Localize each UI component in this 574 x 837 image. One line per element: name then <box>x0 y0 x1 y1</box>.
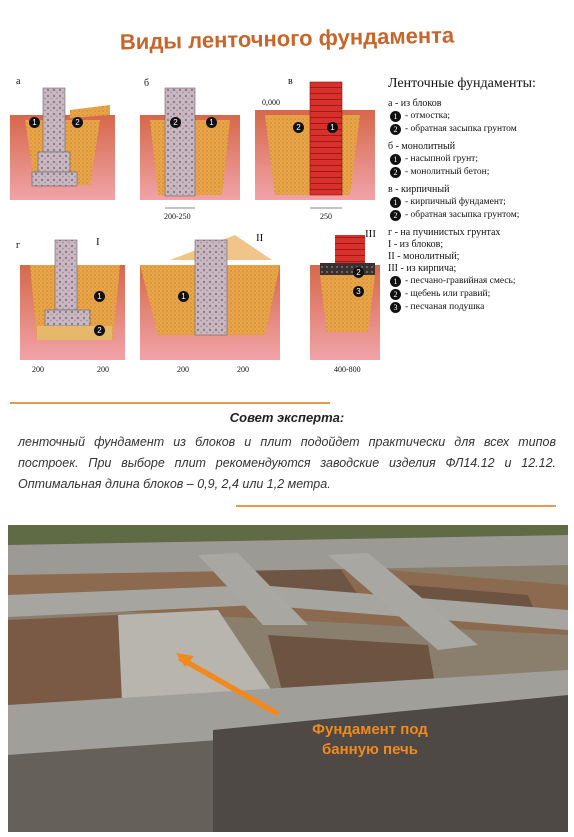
legend-number: 2 <box>390 167 401 178</box>
dim-g1-right: 200 <box>97 365 109 374</box>
legend-sub: I - из блоков; <box>388 239 444 250</box>
top-divider <box>10 402 330 404</box>
legend-number: 1 <box>390 197 401 208</box>
diagram-svg <box>10 70 380 390</box>
marker-b2: 2 <box>170 117 181 128</box>
legend-number: 1 <box>390 276 401 287</box>
marker-gI-1: 1 <box>94 291 105 302</box>
letter-b: б <box>144 78 150 89</box>
marker-a1: 1 <box>29 117 40 128</box>
foundation-photo <box>8 525 568 832</box>
letter-v: в <box>288 76 293 87</box>
legend-text: - песчано-гравийная смесь; <box>405 276 516 286</box>
legend-item <box>390 124 568 135</box>
letter-g: г <box>16 240 21 251</box>
marker-v1: 1 <box>327 122 338 133</box>
marker-II-1: 1 <box>178 291 189 302</box>
legend-item <box>390 167 568 178</box>
legend-text: - обратная засыпка грунтом <box>405 124 517 134</box>
expert-text: ленточный фундамент из блоков и плит подойдет практически для всех типов построек. При выборе плит рекомендуются заводские изделия ФЛ14.12 и 12.12. Оптимальная длина блоков – 0,9, 2,4 или 1,2 метра. <box>18 435 556 491</box>
legend-number: 2 <box>390 289 401 300</box>
marker-gI-2: 2 <box>94 325 105 336</box>
legend-number: 1 <box>390 154 401 165</box>
legend-number: 3 <box>390 302 401 313</box>
dim-g2-left: 200 <box>177 365 189 374</box>
legend-text: - монолитный бетон; <box>405 167 490 177</box>
legend-item <box>390 111 568 122</box>
dim-v: 250 <box>320 212 332 221</box>
legend-text: - песчаная подушка <box>405 302 485 312</box>
marker-III-2: 2 <box>353 267 364 278</box>
legend-text: - отмостка; <box>405 111 451 121</box>
marker-b1: 1 <box>206 117 217 128</box>
photo-caption <box>290 720 450 760</box>
legend-text: - щебень или гравий; <box>405 289 491 299</box>
legend-text: - обратная засыпка грунтом; <box>405 210 520 220</box>
dim-b: 200-250 <box>164 212 191 221</box>
expert-title: Совет эксперта: <box>229 410 345 425</box>
photo-svg <box>8 525 568 832</box>
letter-a: а <box>16 76 21 87</box>
diagram-b <box>140 88 240 208</box>
legend <box>388 76 568 315</box>
legend-text: - насыпной грунт; <box>405 154 478 164</box>
level-label: 0,000 <box>262 98 280 107</box>
legend-title: Ленточные фундаменты: <box>388 76 536 91</box>
diagram-III <box>310 235 380 360</box>
legend-head: а - из блоков <box>388 98 442 109</box>
diagram-a <box>10 88 115 200</box>
legend-number: 2 <box>390 210 401 221</box>
legend-item <box>390 302 568 313</box>
dim-g1-left: 200 <box>32 365 44 374</box>
legend-item <box>390 210 568 221</box>
legend-item <box>390 197 568 208</box>
legend-number: 1 <box>390 111 401 122</box>
legend-group-b <box>388 141 568 178</box>
bottom-divider <box>236 505 556 507</box>
legend-group-a <box>388 98 568 135</box>
roman-I: I <box>96 236 100 248</box>
dim-g3: 400-800 <box>334 365 361 374</box>
legend-group-v <box>388 184 568 221</box>
legend-sub: III - из кирпича; <box>388 263 457 274</box>
legend-head: г - на пучинистых грунтах <box>388 227 501 238</box>
photo-caption-line1: Фундамент под <box>312 721 428 738</box>
legend-head: б - монолитный <box>388 141 456 152</box>
legend-text: - кирпичный фундамент; <box>405 197 506 207</box>
marker-III-3: 3 <box>353 286 364 297</box>
legend-item <box>390 154 568 165</box>
legend-item <box>390 276 568 287</box>
page-title: Виды ленточного фундамента <box>119 22 455 55</box>
legend-group-g <box>388 227 568 313</box>
legend-head: в - кирпичный <box>388 184 450 195</box>
foundation-diagrams <box>10 70 380 390</box>
legend-number: 2 <box>390 124 401 135</box>
legend-item <box>390 289 568 300</box>
legend-sub: II - монолитный; <box>388 251 460 262</box>
diagram-g-I <box>20 240 125 360</box>
roman-II: II <box>256 232 264 244</box>
marker-v2: 2 <box>293 122 304 133</box>
diagram-II <box>140 235 280 360</box>
marker-a2: 2 <box>72 117 83 128</box>
roman-III: III <box>365 228 376 240</box>
photo-caption-line2: банную печь <box>321 741 418 758</box>
dim-g2-right: 200 <box>237 365 249 374</box>
